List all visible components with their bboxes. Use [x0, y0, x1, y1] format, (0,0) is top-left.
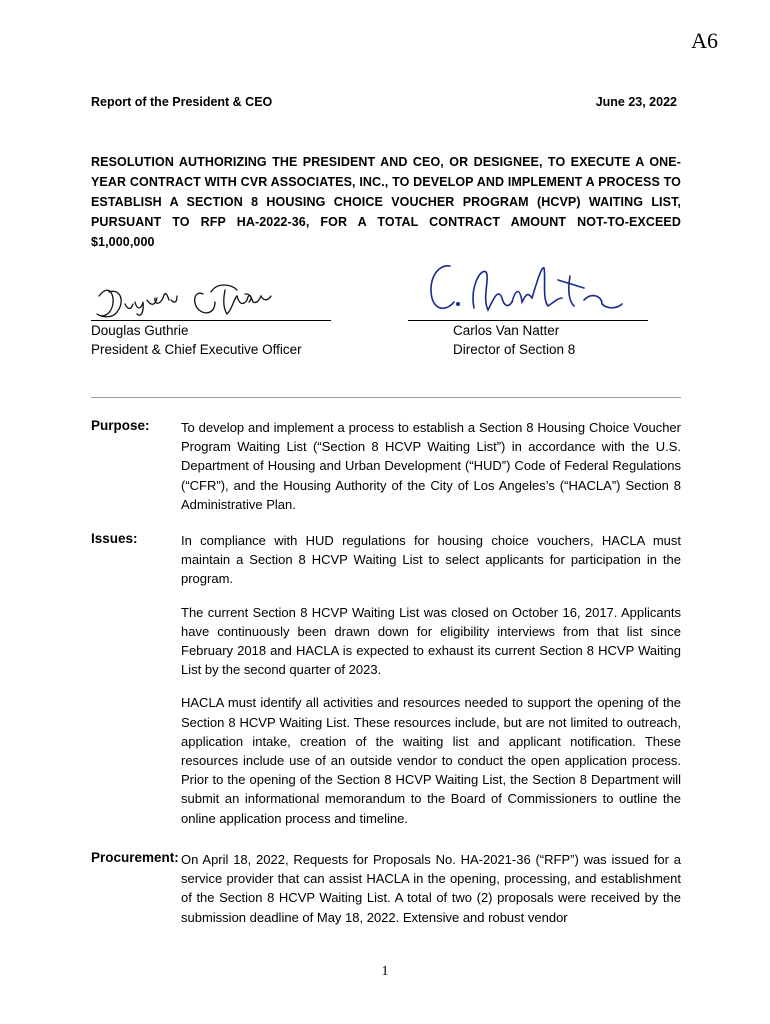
handwritten-signature-icon	[91, 258, 331, 320]
paragraph: The current Section 8 HCVP Waiting List was closed on October 16, 2017. Applicants have continuously been drawn down for eligibility interviews from that list since February 2018 and HACLA is expected to exhaust its current Section 8 HCVP Waiting List by the second quarter of 2023.	[181, 604, 681, 678]
section-body	[181, 418, 681, 514]
signer-title: Director of Section 8	[453, 342, 576, 357]
report-date: June 23, 2022	[595, 95, 677, 109]
section-procurement	[91, 850, 681, 941]
signature-image	[408, 258, 648, 320]
paragraph: In compliance with HUD regulations for housing choice vouchers, HACLA must maintain a Section 8 HCVP Waiting List to select applicants for participation in the program.	[181, 533, 681, 587]
handwritten-signature-icon	[408, 258, 648, 320]
section-label: Issues:	[91, 531, 138, 546]
signer-name: Carlos Van Natter	[453, 323, 560, 338]
paragraph: To develop and implement a process to establish a Section 8 Housing Choice Voucher Program Waiting List (“Section 8 HCVP Waiting List”) in accordance with the U.S. Department of Housing and Urban Development (“HUD”) Code of Federal Regulations (“CFR”), and the Housing Authority of the City of Los Angeles’s (“HACLA”) Section 8 Administrative Plan.	[181, 420, 681, 512]
section-issues	[91, 531, 681, 842]
paragraph: HACLA must identify all activities and resources needed to support the opening of the Section 8 HCVP Waiting List. These resources include, but are not limited to outreach, application intake, creation of the waiting list and applicant notification. These resources include use of an outside vendor to conduct the open application process. Prior to the opening of the Section 8 HCVP Waiting List, the Section 8 Department will submit an informational memorandum to the Board of Commissioners to outline the online application process and timeline.	[181, 695, 681, 826]
report-header	[91, 95, 677, 109]
report-title: Report of the President & CEO	[91, 95, 273, 109]
section-label: Purpose:	[91, 418, 150, 433]
signer-name: Douglas Guthrie	[91, 323, 189, 338]
paragraph: On April 18, 2022, Requests for Proposals No. HA-2021-36 (“RFP”) was issued for a service provider that can assist HACLA in the opening, processing, and establishment of the Section 8 HCVP Waiting List. A total of two (2) proposals were received by the submission deadline of May 18, 2022. Extensive and robust vendor	[181, 852, 681, 925]
page-number: 1	[381, 964, 389, 979]
page-label: A6	[691, 28, 718, 53]
signer-title: President & Chief Executive Officer	[91, 342, 302, 357]
resolution-title: RESOLUTION AUTHORIZING THE PRESIDENT AND CEO, OR DESIGNEE, TO EXECUTE A ONE-YEAR CONTRACT WITH CVR ASSOCIATES, INC., TO DEVELOP AND IMPLEMENT A PROCESS TO ESTABLISH A SECTION 8 HOUSING CHOICE VOUCHER PROGRAM (HCVP) WAITING LIST, PURSUANT TO RFP HA-2022-36, FOR A TOTAL CONTRACT AMOUNT NOT-TO-EXCEED $1,000,000	[91, 155, 681, 249]
signature-image	[91, 258, 331, 320]
signature-block-director	[408, 258, 648, 359]
section-divider	[91, 397, 681, 398]
section-body	[181, 531, 681, 828]
section-label: Procurement:	[91, 850, 179, 865]
section-body	[181, 850, 681, 927]
section-purpose	[91, 418, 681, 528]
signature-block-ceo	[91, 258, 331, 359]
